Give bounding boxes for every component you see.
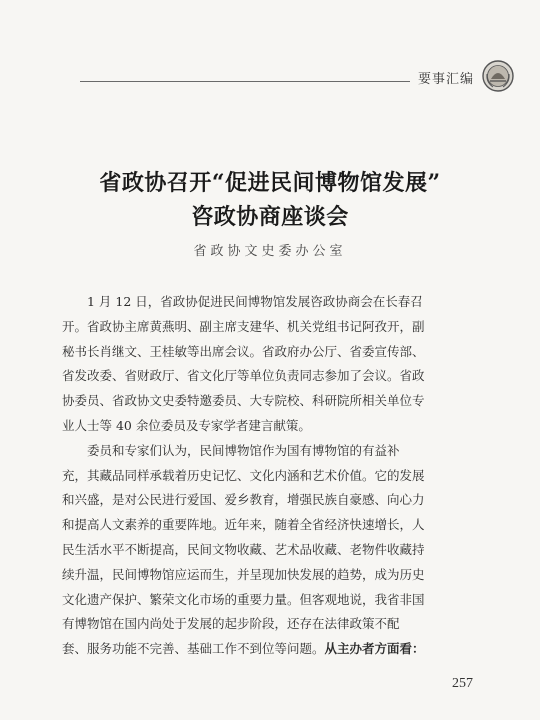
text-line: 充，其藏品同样承载着历史记忆、文化内涵和艺术价值。它的发展 <box>62 467 425 483</box>
text-line: 秘书长肖继文、王桂敏等出席会议。省政府办公厅、省委宣传部、 <box>62 343 425 359</box>
text-line: 民生活水平不断提高，民间文物收藏、艺术品收藏、老物件收藏持 <box>62 541 425 557</box>
article-title-line-1: 省政协召开“促进民间博物馆发展” <box>99 170 441 196</box>
article-body <box>62 290 478 662</box>
text-line: 1 月 12 日，省政协促进民间博物馆发展咨政协商会在长春召 <box>62 294 423 309</box>
text-line: 省发改委、省财政厅、省文化厅等单位负责同志参加了会议。省政 <box>62 368 425 384</box>
article-title-line-2: 咨政协商座谈会 <box>191 204 349 230</box>
article-byline: 省政协文史委办公室 <box>193 244 347 259</box>
text-line: 和提高人文素养的重要阵地。近年来，随着全省经济快速增长，人 <box>62 517 425 533</box>
section-label: 要事汇编 <box>418 72 475 87</box>
page-number: 257 <box>452 676 473 691</box>
paragraph-2 <box>62 439 478 662</box>
page-header <box>80 58 510 94</box>
header-rule <box>80 81 410 82</box>
paragraph-1 <box>62 290 478 439</box>
text-line-last <box>62 637 478 662</box>
emphasis-text: 从主办者方面看： <box>324 641 425 657</box>
text-line: 和兴盛，是对公民进行爱国、爱乡教育，增强民族自豪感、向心力 <box>62 492 425 508</box>
text-line: 委员和专家们认为，民间博物馆作为国有博物馆的有益补 <box>62 442 400 458</box>
text-line: 业人士等 40 余位委员及专家学者建言献策。 <box>62 417 311 433</box>
text-span: 套、服务功能不完善、基础工作不到位等问题。 <box>62 641 325 657</box>
cppcc-emblem-icon <box>482 60 514 92</box>
article-title-block <box>60 166 480 259</box>
text-line: 续升温，民间博物馆应运而生，并呈现加快发展的趋势，成为历史 <box>62 566 425 582</box>
text-line: 文化遗产保护、繁荣文化市场的重要力量。但客观地说，我省非国 <box>62 591 425 607</box>
text-line: 开。省政协主席黄燕明、副主席支建华、机关党组书记阿孜开，副 <box>62 318 425 334</box>
text-line: 有博物馆在国内尚处于发展的起步阶段，还存在法律政策不配 <box>62 616 400 632</box>
text-line: 协委员、省政协文史委特邀委员、大专院校、科研院所相关单位专 <box>62 393 425 409</box>
